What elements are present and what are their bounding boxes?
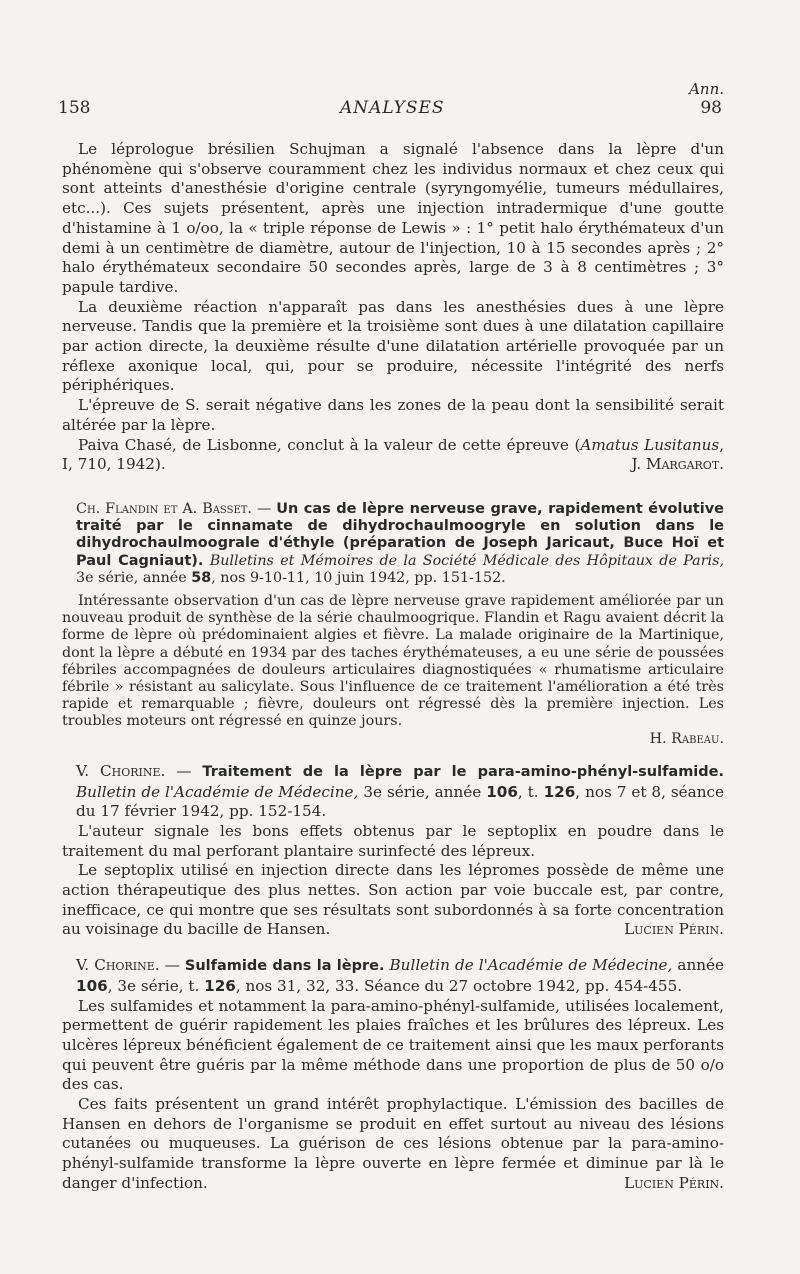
entry-title: Traitement de la lèpre par le para-amino-phényl-sulfamide. <box>202 763 724 780</box>
page <box>58 0 725 1194</box>
paragraph: La deuxième réaction n'apparaît pas dans les anesthésies dues à une lèpre nerveuse. Tandis que la première et la troisième sont dues à une dilatation capillaire par action directe, la deuxième résulte d'une dilatation artérielle provoquée par un réflexe axonique local, qui, pour se produire, nécessite l'intégrité des nerfs périphériques. <box>62 297 724 395</box>
paragraph: Les sulfamides et notamment la para-amino-phényl-sulfamide, utilisées localement, permettent de guérir rapidement les plaies fraîches et les brûlures des lépreux. Les ulcères lépreux bénéficient également de ce traitement ainsi que les maux perforants qui peuvent être guéris par la même méthode dans une proportion de plus de 50 o/o des cas. <box>62 996 724 1094</box>
page-header <box>58 0 724 140</box>
entry-heading <box>62 762 724 822</box>
abstract-entry <box>62 762 724 940</box>
entry-dash: — <box>159 956 185 975</box>
entry-tome: 126 <box>204 976 236 995</box>
entry-series: , 3e série, t. <box>107 976 205 995</box>
signature: Lucien Périn. <box>624 920 724 939</box>
paragraph-text: Ces faits présentent un grand intérêt prophylactique. L'émission des bacilles de Hansen en dehors de l'organisme se produit en effet surtout au niveau des lésions cutanées ou muqueuses. La guérison de ces lésions obtenue par la para-amino-phényl-sulfamide transforme la lèpre ouverte en lèpre fermée et diminue par là le danger d'infection. <box>62 1095 724 1192</box>
paragraph <box>62 436 724 475</box>
paragraph-tail: , I, 710, 1942). <box>62 435 725 474</box>
entry-year: 58 <box>191 569 212 586</box>
entry-dash: — <box>251 500 277 517</box>
entry-ref: , nos 7 et 8, séance du 17 février 1942, pp. 152-154. <box>76 782 724 821</box>
source-title: Amatus Lusitanus <box>580 435 720 454</box>
entry-source: Bulletins et Mémoires de la Société Médicale des Hôpitaux de Paris, <box>203 552 724 569</box>
signature: Lucien Périn. <box>624 1173 724 1192</box>
entry-heading <box>62 501 724 587</box>
entry-series: 3e série, année <box>76 569 192 586</box>
paragraph: Intéressante observation d'un cas de lèpre nerveuse grave rapidement améliorée par un nouveau produit de synthèse de la série chaulmoogrique. Flandin et Ragu avaient décrit la forme de lèpre où prédominaient algies et fièvre. La malade originaire de la Martinique, dont la lèpre a débuté en 1934 par des taches érythémateuses, a eu une série de poussées fébriles accompagnées de douleurs articulaires diagnostiquées « rhumatisme articulaire fébrile » résistant au salicylate. Sous l'influence de ce traitement l'amélioration a été très rapide et remarquable ; fièvre, douleurs ont régressé dès la première injection. Les troubles moteurs ont régressé en quinze jours. <box>62 592 724 730</box>
annotation-ann: Ann. <box>689 80 724 98</box>
entry-heading <box>62 956 724 996</box>
entry-dash: — <box>165 761 203 780</box>
entry-authors: V. Chorine. <box>76 761 166 780</box>
entry-authors: Ch. Flandin et A. Basset. <box>76 500 252 517</box>
paragraph-text: Paiva Chasé, de Lisbonne, conclut à la valeur de cette épreuve ( <box>78 435 581 454</box>
abstract-entry <box>62 501 724 748</box>
page-number: 158 <box>58 98 91 118</box>
article-body <box>62 140 724 1194</box>
entry-source: Bulletin de l'Académie de Médecine, <box>384 956 673 975</box>
paragraph: Le léprologue brésilien Schujman a signalé l'absence dans la lèpre d'un phénomène qui s'observe couramment chez les individus normaux et chez ceux qui sont atteints d'anesthésie d'origine centrale (syryngomyélie, tumeurs médullaires, etc...). Ces sujets présentent, après une injection intradermique d'une goutte d'histamine à 1 o/oo, la « triple réponse de Lewis » : 1° petit halo érythémateux d'un demi à un centimètre de diamètre, autour de l'injection, 10 à 15 secondes après ; 2° halo érythémateux secondaire 50 secondes après, large de 3 à 8 centimètres ; 3° papule tardive. <box>62 140 724 296</box>
entry-authors: V. Chorine. <box>76 956 160 975</box>
entry-pre: année <box>672 956 725 975</box>
abstract-entry <box>62 956 724 1193</box>
paragraph-text: Le septoplix utilisé en injection directe dans les lépromes possède de même une action thérapeutique des plus nettes. Son action par voie buccale est, par contre, inefficace, ce qui montre que ses résultats sont subordonnés à sa forte concentration au voisinage du bacille de Hansen. <box>62 861 724 939</box>
entry-source: Bulletin de l'Académie de Médecine, <box>76 782 359 801</box>
paragraph: L'épreuve de S. serait négative dans les zones de la peau dont la sensibilité serait altérée par la lèpre. <box>62 396 724 434</box>
running-title: ANALYSES <box>340 98 445 118</box>
paragraph: L'auteur signale les bons effets obtenus par le septoplix en poudre dans le traitement du mal perforant plantaire surinfecté des lépreux. <box>62 821 724 860</box>
entry-year: 106 <box>486 782 518 801</box>
signature: J. Margarot. <box>631 455 724 474</box>
entry-mid: , t. <box>517 782 544 801</box>
entry-ref: , nos 9-10-11, 10 juin 1942, pp. 151-152. <box>211 569 506 586</box>
entry-series: 3e série, année <box>358 782 487 801</box>
entry-title: Sulfamide dans la lèpre. <box>184 958 385 975</box>
entry-tome: 126 <box>543 782 576 801</box>
paragraph <box>62 1095 724 1194</box>
volume-number: 98 <box>700 98 722 118</box>
paragraph <box>62 861 724 940</box>
signature: H. Rabeau. <box>649 730 724 747</box>
entry-year: 106 <box>76 976 108 995</box>
entry-title: Un cas de lèpre nerveuse grave, rapidement évolutive traité par le cinnamate de dihydrochaulmoogryle en solution dans le dihydrochaulmoograle d'éthyle (préparation de Joseph Jaricaut, Buce Hoï et Paul Cagniaut). <box>76 500 724 569</box>
entry-ref: , nos 31, 32, 33. Séance du 27 octobre 1942, pp. 454-455. <box>235 976 683 995</box>
